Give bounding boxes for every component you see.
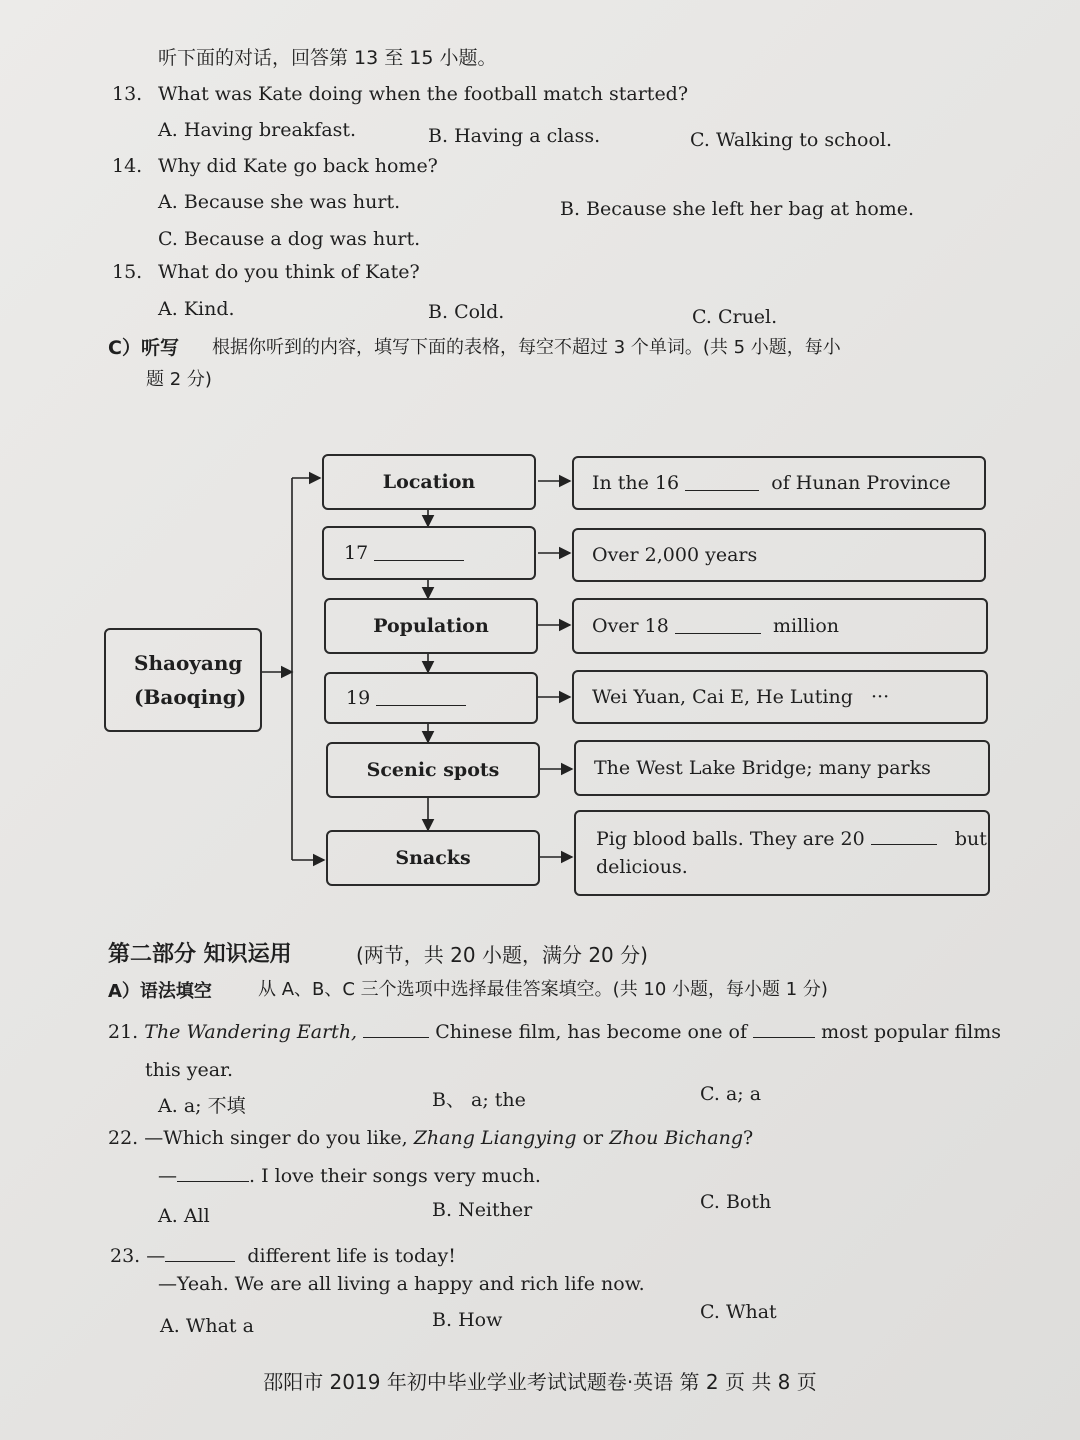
option-c: C. a; a — [700, 1083, 762, 1105]
option-b: B. Having a class. — [428, 125, 601, 147]
head-scenic-spots: Scenic spots — [326, 742, 540, 798]
info-scenic-spots: The West Lake Bridge; many parks — [574, 740, 990, 796]
question-text: Why did Kate go back home? — [158, 155, 438, 177]
info-famous-people: Wei Yuan, Cai E, He Luting ··· — [572, 670, 988, 724]
question-text: What do you think of Kate? — [158, 261, 420, 283]
answer-blank[interactable] — [165, 1247, 235, 1262]
question-number: 14. — [112, 155, 143, 177]
option-b: B. Neither — [432, 1199, 533, 1221]
option-b: B. Cold. — [428, 301, 505, 323]
question-number: 13. — [112, 83, 143, 105]
root-line-1: Shaoyang — [134, 651, 243, 675]
question-21-cont: this year. — [145, 1059, 234, 1081]
part2-title: 第二部分 知识运用 — [108, 942, 292, 967]
answer-blank[interactable] — [374, 546, 464, 561]
question-22: 22. —Which singer do you like, Zhang Liangying or Zhou Bichang? — [108, 1127, 754, 1149]
dictation-label: C）听写 — [108, 337, 179, 359]
grammar-instruction: 从 A、B、C 三个选项中选择最佳答案填空。(共 10 小题，每小题 1 分) — [258, 979, 828, 1000]
dictation-instruction-cont: 题 2 分) — [146, 369, 212, 390]
option-c: C. Both — [700, 1191, 772, 1213]
answer-blank[interactable] — [871, 830, 937, 845]
section-intro: 听下面的对话，回答第 13 至 15 小题。 — [158, 47, 497, 69]
option-a: A. All — [158, 1205, 210, 1227]
diagram-root — [104, 628, 262, 732]
question-21: 21. The Wandering Earth, Chinese film, has become one of most popular films — [108, 1021, 1002, 1043]
answer-blank[interactable] — [376, 691, 466, 706]
option-c: C. Cruel. — [692, 306, 778, 328]
option-b: B. How — [432, 1309, 503, 1331]
answer-blank[interactable] — [753, 1023, 815, 1038]
head-blank-17: 17 — [322, 526, 536, 580]
question-23-reply: —Yeah. We are all living a happy and rich life now. — [158, 1273, 645, 1295]
dictation-instruction: 根据你听到的内容，填写下面的表格，每空不超过 3 个单词。(共 5 小题，每小 — [212, 337, 841, 358]
head-blank-19: 19 — [324, 672, 538, 724]
answer-blank[interactable] — [685, 476, 759, 491]
option-b: B. Because she left her bag at home. — [560, 198, 915, 220]
page-footer: 邵阳市 2019 年初中毕业学业考试试题卷·英语 第 2 页 共 8 页 — [263, 1370, 817, 1394]
question-text: What was Kate doing when the football match started? — [158, 83, 689, 105]
answer-blank[interactable] — [177, 1167, 249, 1182]
grammar-label: A）语法填空 — [108, 981, 212, 1002]
option-a: A. Having breakfast. — [158, 119, 357, 141]
option-c: C. Walking to school. — [690, 129, 892, 151]
option-a: A. Kind. — [158, 298, 235, 320]
answer-blank[interactable] — [363, 1023, 429, 1038]
info-location: In the 16 of Hunan Province — [572, 456, 986, 510]
head-location: Location — [322, 454, 536, 510]
option-a: A. Because she was hurt. — [158, 191, 401, 213]
info-population: Over 18 million — [572, 598, 988, 654]
head-population: Population — [324, 598, 538, 654]
option-c: C. Because a dog was hurt. — [158, 228, 421, 250]
option-a: A. What a — [160, 1315, 254, 1337]
root-line-2: (Baoqing) — [134, 685, 247, 709]
answer-blank[interactable] — [675, 619, 761, 634]
question-22-reply: — . I love their songs very much. — [158, 1165, 541, 1187]
info-snacks: Pig blood balls. They are 20 but delicious. — [574, 810, 990, 896]
question-23: 23. — different life is today! — [110, 1245, 456, 1267]
question-number: 15. — [112, 261, 143, 283]
option-a: A. a; 不填 — [158, 1095, 246, 1117]
head-snacks: Snacks — [326, 830, 540, 886]
option-b: B、 a; the — [432, 1089, 526, 1111]
info-history: Over 2,000 years — [572, 528, 986, 582]
part2-note: (两节，共 20 小题，满分 20 分) — [356, 943, 648, 967]
option-c: C. What — [700, 1301, 777, 1323]
